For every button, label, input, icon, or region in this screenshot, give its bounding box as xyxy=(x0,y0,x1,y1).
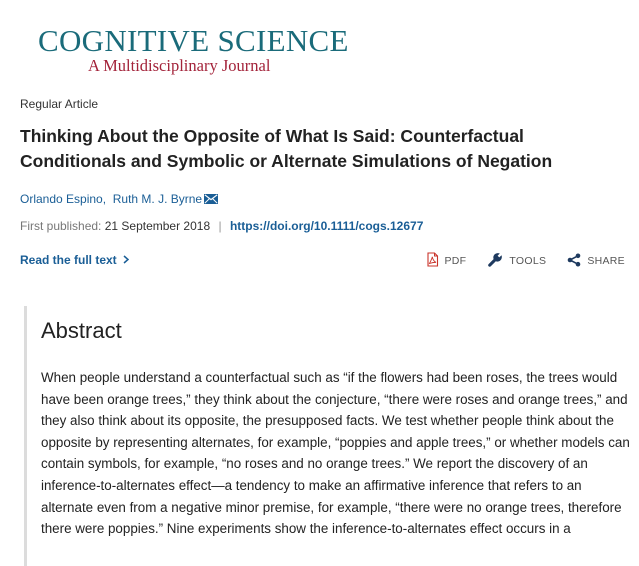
pdf-icon xyxy=(426,252,445,270)
author-list xyxy=(20,192,218,207)
publication-meta xyxy=(20,219,423,233)
author-link[interactable]: Orlando Espino xyxy=(20,192,103,206)
read-full-text-label: Read the full text xyxy=(20,253,117,267)
meta-separator: | xyxy=(218,219,222,233)
share-button[interactable] xyxy=(567,253,625,270)
pdf-button[interactable] xyxy=(426,252,467,270)
tools-button[interactable] xyxy=(487,252,546,271)
author-separator: , xyxy=(102,192,107,206)
share-icon xyxy=(567,253,587,270)
share-label: SHARE xyxy=(587,255,625,267)
article-tools xyxy=(405,253,626,269)
article-type: Regular Article xyxy=(20,97,99,111)
wrench-icon xyxy=(487,252,509,271)
doi-link[interactable]: https://doi.org/10.1111/cogs.12677 xyxy=(229,219,424,233)
mail-icon[interactable] xyxy=(204,193,218,207)
first-published-date: 21 September 2018 xyxy=(104,219,211,233)
author-link[interactable]: Ruth M. J. Byrne xyxy=(112,192,203,206)
abstract-section xyxy=(24,306,639,566)
tools-label: TOOLS xyxy=(509,255,547,267)
read-full-text-link[interactable] xyxy=(20,253,129,267)
journal-subtitle: A Multidisciplinary Journal xyxy=(88,56,271,75)
journal-title[interactable]: COGNITIVE SCIENCE xyxy=(38,23,349,58)
pdf-label: PDF xyxy=(444,255,467,267)
article-title: Thinking About the Opposite of What Is Said: Counterfactual Conditionals and Symbolic or Alternate Simulations of Negation xyxy=(20,126,553,171)
chevron-right-icon xyxy=(123,253,129,267)
first-published-label: First published: xyxy=(20,219,102,233)
abstract-heading: Abstract xyxy=(41,318,122,343)
abstract-text: When people understand a counterfactual such as “if the flowers had been roses, the trees would have been orange trees,” they think about the conjecture, “there were roses and orange trees,” and they also think about its opposite, the presupposed facts. We test whether people think about the opposite by representing alternates, for example, “poppies and apple trees,” or whether models can contain symbols, for example, “no roses and no orange trees.” We report the discovery of an inference-to-alternates effect—a tendency to make an affirmative inference that refers to an alternate even from a negative minor premise, for example, “there were no orange trees, therefore there were poppies.” Nine experiments show the inference-to-alternates effect occurs in a xyxy=(41,370,630,537)
